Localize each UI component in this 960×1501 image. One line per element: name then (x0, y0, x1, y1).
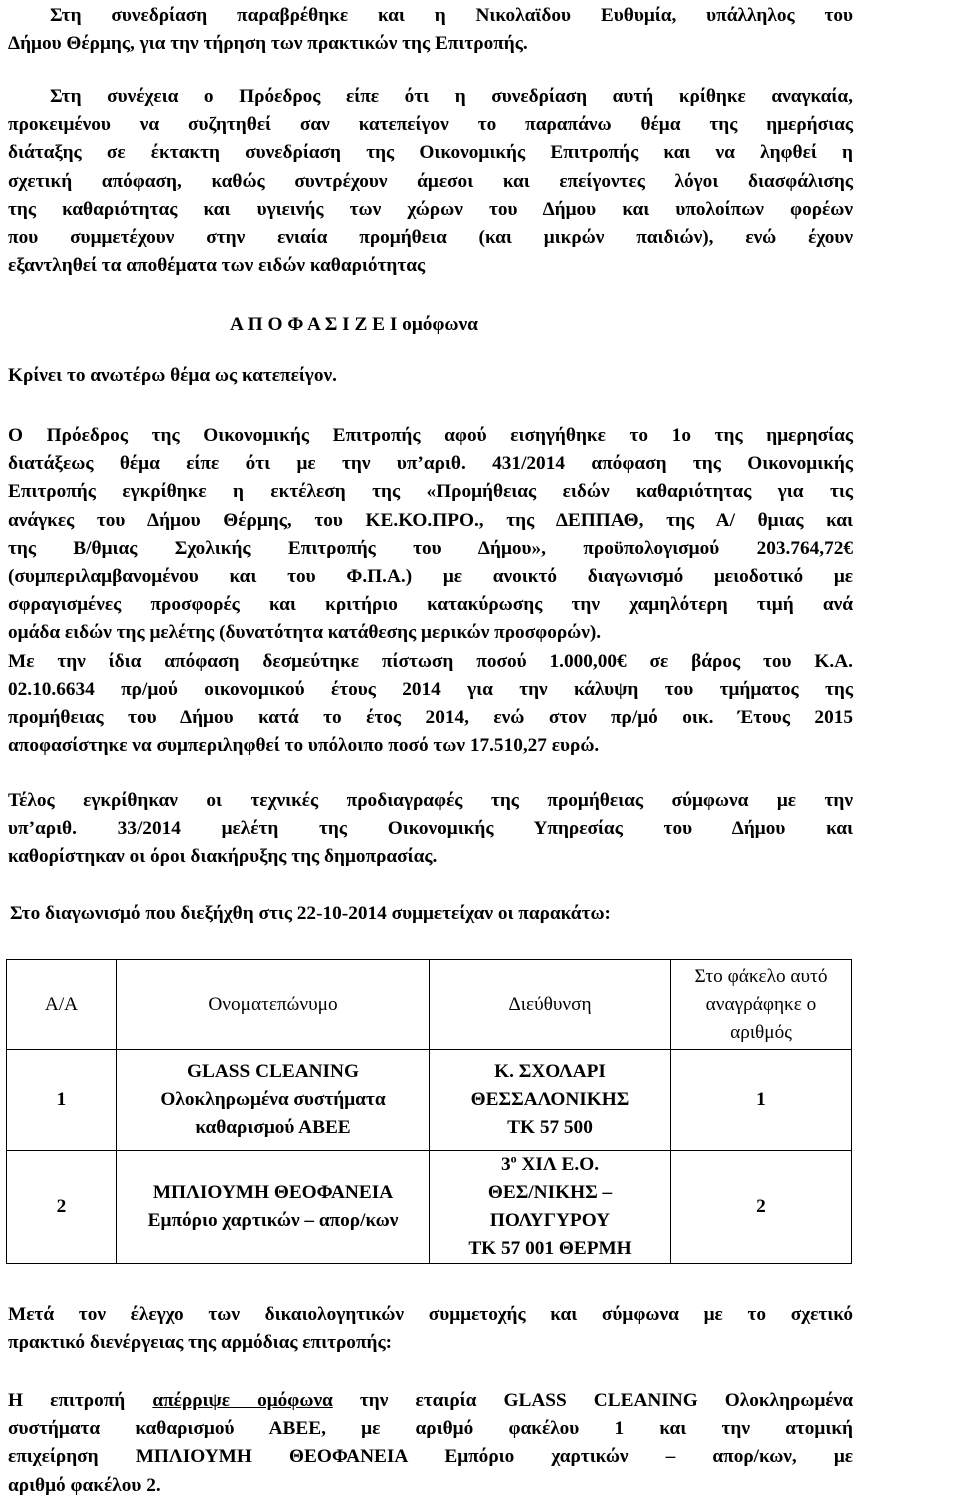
cell-line: ΤΚ 57 001 ΘΕΡΜΗ (468, 1238, 632, 1259)
rejection-underlined: απέρριψε ομόφωνα (152, 1390, 333, 1411)
text-line: που συμμετέχουν στην ενιαία προμήθεια (και μικρών παιδιών), ενώ έχουν (8, 227, 853, 249)
header-aa: Α/Α (7, 960, 117, 1050)
cell-address (430, 1151, 671, 1264)
text-line: διατάξεως θέμα είπε ότι με την υπ’αριθ. 431/2014 απόφαση της Οικονομικής (8, 453, 853, 475)
text-line: Στη συνέχεια ο Πρόεδρος είπε ότι η συνεδρίαση αυτή κρίθηκε αναγκαία, (50, 86, 853, 107)
rejection-lead: Η επιτροπή (8, 1390, 153, 1411)
cell-line: ΜΠΛΙΟΥΜΗ ΘΕΟΦΑΝΕΙΑ (152, 1182, 394, 1203)
paragraph-rejection (8, 1387, 853, 1500)
address-rest: ΧΙΛ Ε.Ο. (516, 1154, 600, 1175)
decision-heading: Α Π Ο Φ Α Σ Ι Ζ Ε Ι ομόφωνα (230, 314, 478, 335)
cell-line: Ολοκληρωμένα συστήματα (160, 1089, 386, 1110)
cell-aa: 1 (7, 1050, 117, 1151)
cell-line: ΠΟΛΥΓΥΡΟΥ (489, 1210, 611, 1231)
text-line: καθορίστηκαν οι όροι διακήρυξης της δημοπρασίας. (8, 846, 438, 868)
cell-line: ΤΚ 57 500 (507, 1117, 593, 1138)
cell-address (430, 1050, 671, 1151)
text-line: σχετική απόφαση, καθώς συντρέχουν άμεσοι και επείγοντες λόγοι διασφάλισης (8, 170, 853, 192)
text-line: 02.10.6634 πρ/μού οικονομικού έτους 2014 για την κάλυψη του τμήματος της (8, 678, 853, 700)
header-envelope-line: αριθμός (730, 1021, 792, 1043)
text-line: ομάδα ειδών της μελέτης (δυνατότητα κατάθεσης μερικών προσφορών). (8, 622, 602, 644)
paragraph-urgency-reason (8, 83, 853, 280)
text-line: πρακτικό διενέργειας της αρμόδιας επιτροπής: (8, 1332, 393, 1354)
text-line: υπ’αριθ. 33/2014 μελέτη της Οικονομικής Υπηρεσίας του Δήμου και (8, 818, 853, 840)
cell-line: GLASS CLEANING (187, 1061, 359, 1082)
text-line: προκειμένου να συζητηθεί σαν κατεπείγον το παραπάνω θέμα της ημερήσιας (8, 114, 853, 136)
text-line: (συμπεριλαμβανομένου και του Φ.Π.Α.) με ανοικτό διαγωνισμό μειοδοτικό με (8, 566, 853, 588)
text-line: Δήμου Θέρμης, για την τήρηση των πρακτικών της Επιτροπής. (8, 33, 528, 55)
cell-envelope: 2 (671, 1151, 852, 1264)
cell-line (436, 1151, 664, 1179)
paragraph-secretary (8, 2, 853, 58)
text-line: Στη συνεδρίαση παραβρέθηκε και η Νικολαϊδου Ευθυμία, υπάλληλος του (50, 5, 853, 26)
address-superscript: ο (510, 1151, 517, 1166)
text-line: αριθμό φακέλου 2. (8, 1474, 161, 1496)
text-line: Τέλος εγκρίθηκαν οι τεχνικές προδιαγραφές της προμήθειας σύμφωνα με την (8, 790, 853, 811)
text-line: Με την ίδια απόφαση δεσμεύτηκε πίστωση ποσού 1.000,00€ σε βάρος του Κ.Α. (8, 650, 853, 672)
cell-line: Κ. ΣΧΟΛΑΡΙ (494, 1061, 606, 1082)
text-line: Ο Πρόεδρος της Οικονομικής Επιτροπής αφού εισηγήθηκε το 1ο της ημερησίας (8, 425, 853, 446)
text-line: της Β/θμιας Σχολικής Επιτροπής του Δήμου», προϋπολογισμού 203.764,72€ (8, 537, 853, 559)
text-line: Επιτροπής εγκρίθηκε η εκτέλεση της «Προμήθειας ειδών καθαριότητας για τις (8, 481, 853, 503)
rejection-tail: την εταιρία GLASS CLEANING Ολοκληρωμένα (332, 1390, 853, 1411)
paragraph-after-check (8, 1301, 853, 1357)
header-envelope-line: αναγράφηκε ο (705, 993, 817, 1015)
table-header-row (7, 960, 852, 1050)
table-row (7, 1050, 852, 1151)
text-line: σφραγισμένες προσφορές και κριτήριο κατακύρωσης την χαμηλότερη τιμή ανά (8, 594, 853, 616)
text-line: διάταξης σε έκτακτη συνεδρίαση της Οικονομικής Επιτροπής και να ληφθεί η (8, 142, 853, 164)
text-line: Μετά τον έλεγχο των δικαιολογητικών συμμετοχής και σύμφωνα με το σχετικό (8, 1304, 853, 1325)
cell-name (117, 1151, 430, 1264)
text-line (8, 1387, 853, 1415)
text-line: συστήματα καθαρισμού ΑΒΕΕ, με αριθμό φακέλου 1 και την ατομική (8, 1418, 853, 1440)
paragraph-president-report (8, 422, 853, 760)
urgency-statement: Κρίνει το ανωτέρω θέμα ως κατεπείγον. (8, 365, 337, 386)
text-line: επιχείρηση ΜΠΛΙΟΥΜΗ ΘΕΟΦΑΝΕΙΑ Εμπόριο χαρτικών – απορ/κων, με (8, 1446, 853, 1468)
cell-line: καθαρισμού ΑΒΕΕ (195, 1117, 351, 1138)
paragraph-technical-specs (8, 787, 853, 872)
cell-envelope: 1 (671, 1050, 852, 1151)
cell-line: Εμπόριο χαρτικών – απορ/κων (147, 1210, 399, 1231)
table-row (7, 1151, 852, 1264)
address-number: 3 (500, 1154, 511, 1175)
participants-intro: Στο διαγωνισμό που διεξήχθη στις 22-10-2014 συμμετείχαν οι παρακάτω: (10, 903, 611, 924)
cell-line: ΘΕΣ/ΝΙΚΗΣ – (487, 1182, 613, 1203)
header-address: Διεύθυνση (430, 960, 671, 1050)
text-line: της καθαριότητας και υγιεινής των χώρων του Δήμου και υπολοίπων φορέων (8, 198, 853, 220)
text-line: προμήθειας του Δήμου κατά το έτος 2014, ενώ στον πρ/μό οικ. Έτους 2015 (8, 707, 853, 729)
participants-table (6, 959, 852, 1264)
header-name: Ονοματεπώνυμο (117, 960, 430, 1050)
cell-name (117, 1050, 430, 1151)
header-envelope (671, 960, 852, 1050)
text-line: ανάγκες του Δήμου Θέρμης, του ΚΕ.ΚΟ.ΠΡΟ., της ΔΕΠΠΑΘ, της Α/ θμιας και (8, 509, 853, 531)
text-line: αποφασίστηκε να συμπεριληφθεί το υπόλοιπο ποσό των 17.510,27 ευρώ. (8, 735, 600, 757)
header-envelope-line: Στο φάκελο αυτό (694, 965, 828, 987)
text-line: εξαντληθεί τα αποθέματα των ειδών καθαριότητας (8, 255, 426, 277)
cell-aa: 2 (7, 1151, 117, 1264)
cell-line: ΘΕΣΣΑΛΟΝΙΚΗΣ (470, 1089, 630, 1110)
